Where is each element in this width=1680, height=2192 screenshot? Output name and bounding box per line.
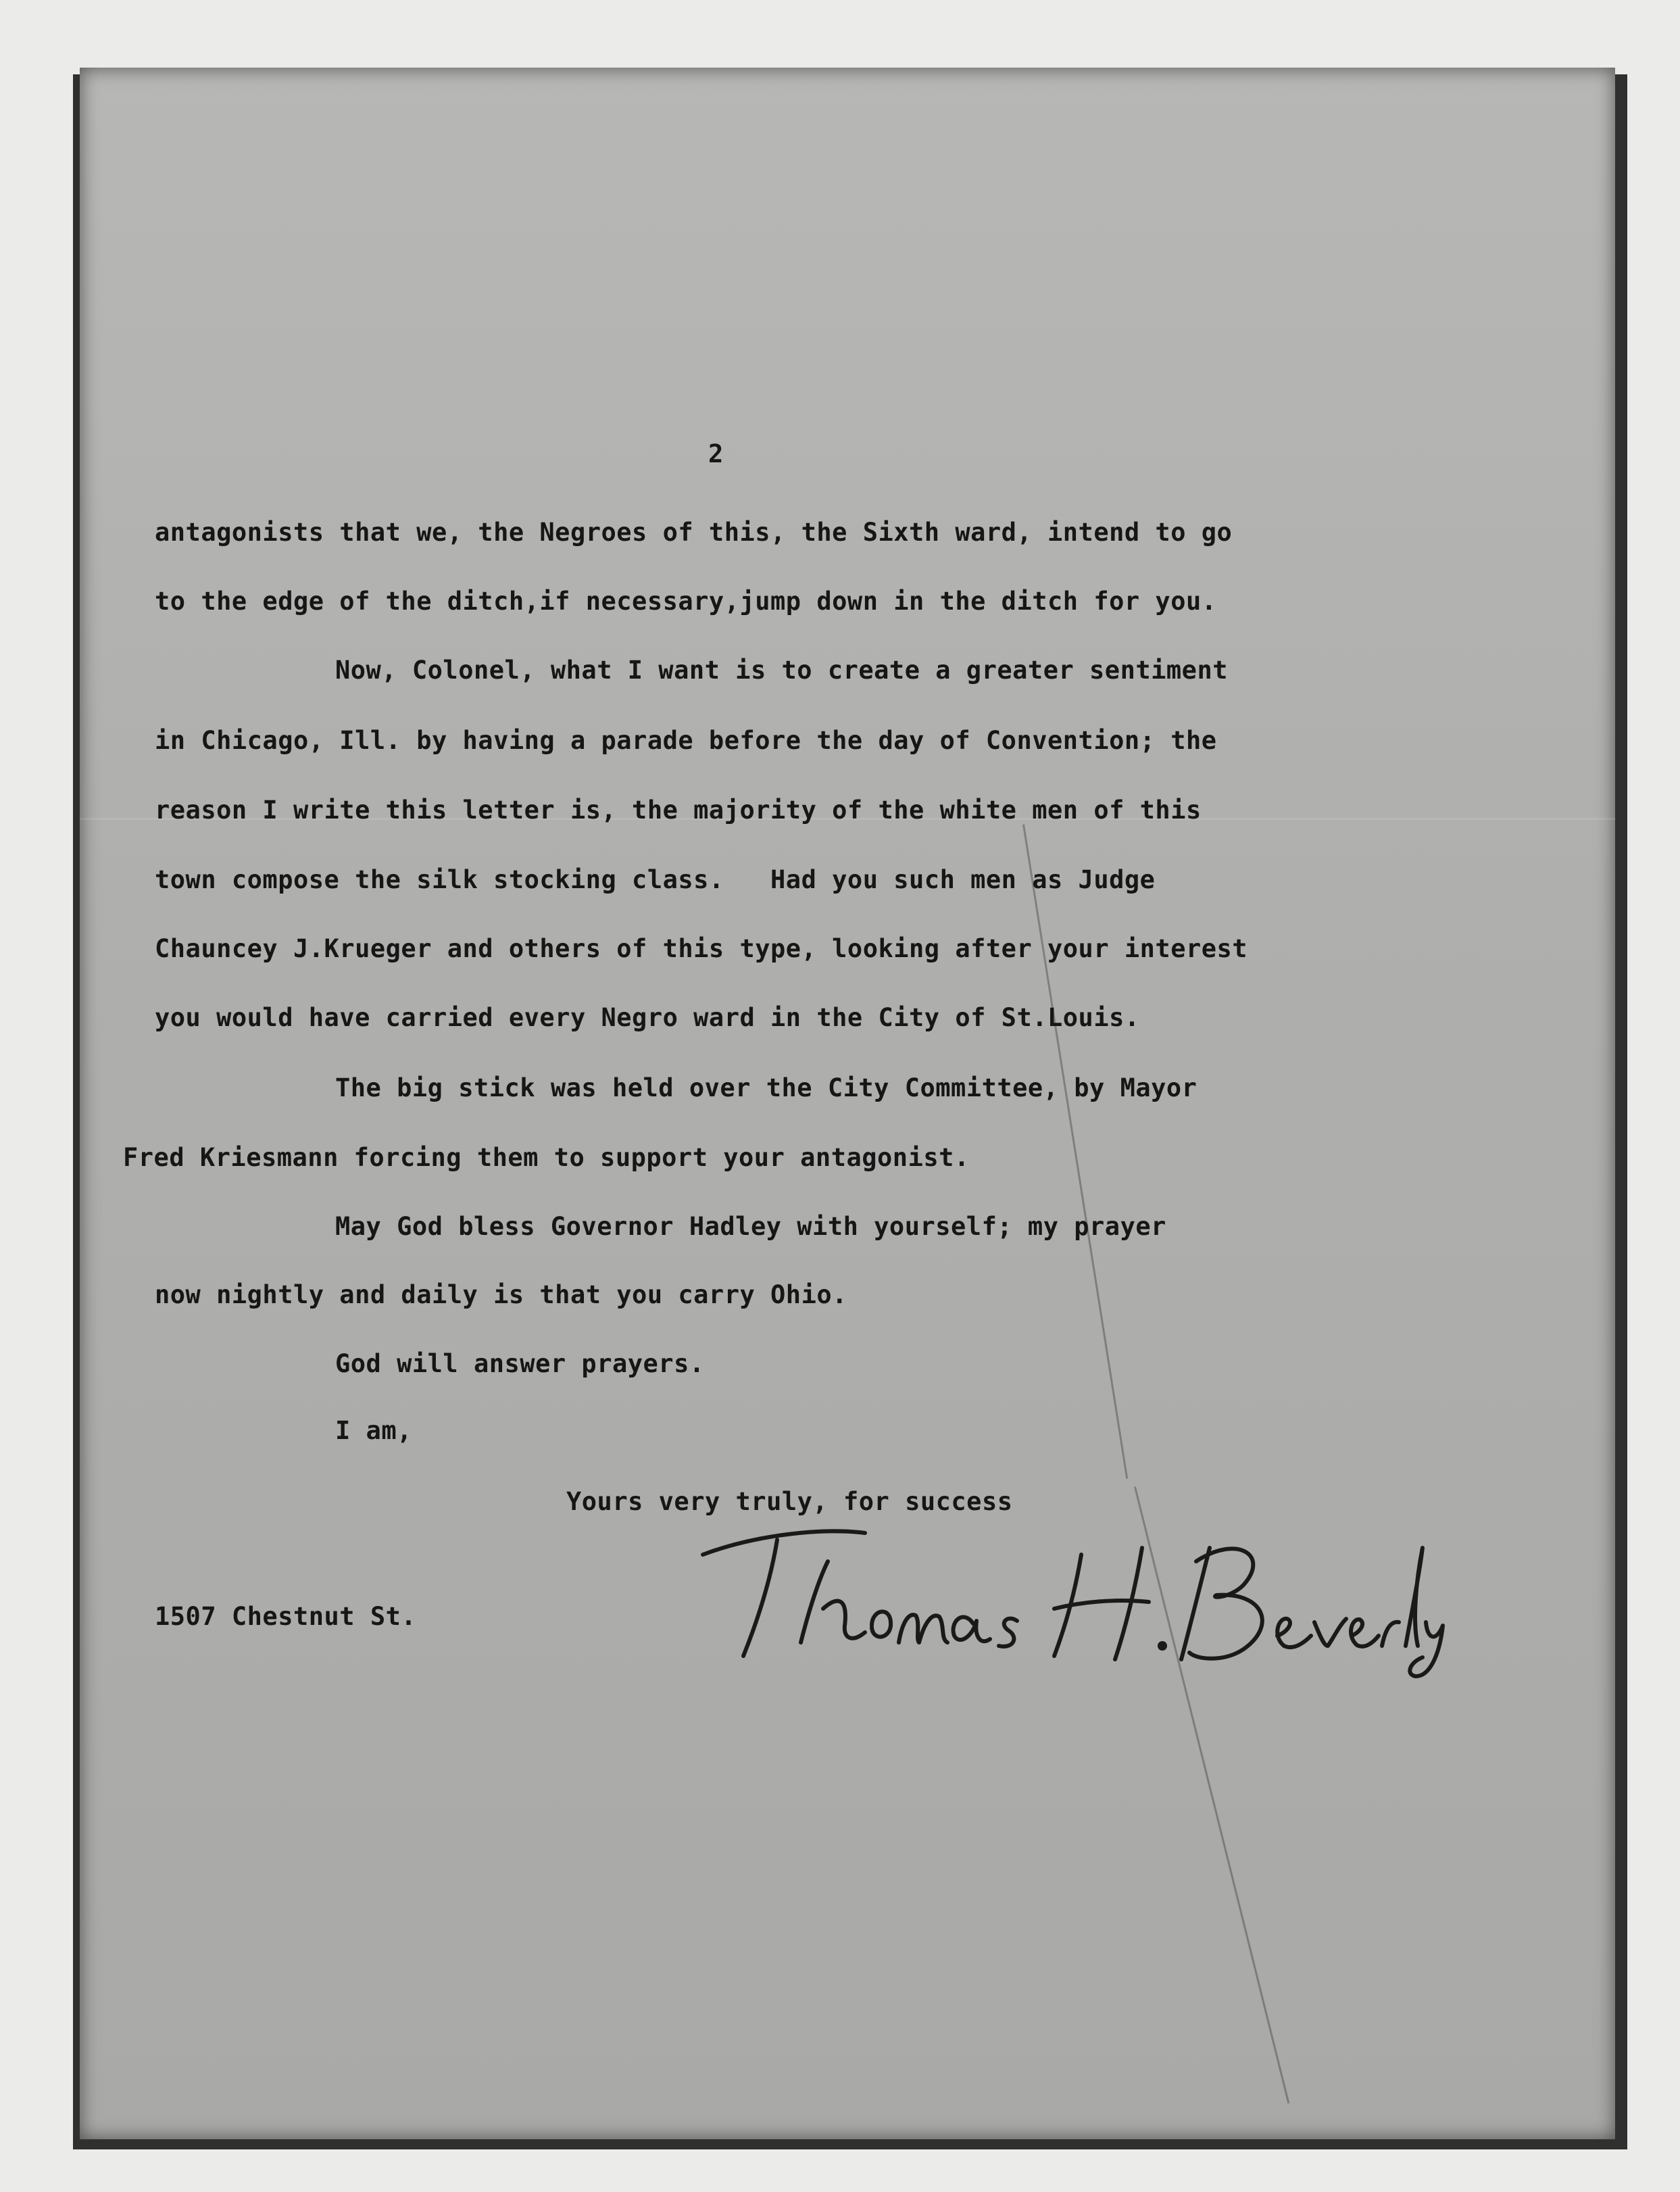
letter-line: in Chicago, Ill. by having a parade before the day of Convention; the [155,726,1217,755]
letter-line: God will answer prayers. [335,1349,705,1378]
letter-line: Now, Colonel, what I want is to create a greater sentiment [335,656,1229,685]
letter-line: The big stick was held over the City Committee, by Mayor [335,1073,1197,1102]
letter-page [80,68,1615,2139]
page-number: 2 [708,439,724,468]
letter-line: town compose the silk stocking class. Had you such men as Judge [155,865,1156,894]
letter-line: antagonists that we, the Negroes of this, the Sixth ward, intend to go [155,518,1233,547]
letter-line: now nightly and daily is that you carry Ohio. [155,1280,847,1309]
letter-line: you would have carried every Negro ward in the City of St.Louis. [155,1003,1140,1032]
paper-crease [1022,825,1128,1479]
letter-line: reason I write this letter is, the majority of the white men of this [155,796,1202,825]
handwritten-signature [676,1507,1453,1683]
letter-line: Chauncey J.Krueger and others of this type, looking after your interest [155,934,1248,963]
letter-line: to the edge of the ditch,if necessary,jump down in the ditch for you. [155,587,1217,616]
letter-line: May God bless Governor Hadley with yourself; my prayer [335,1212,1166,1241]
letter-closing: Yours very truly, for success [566,1487,1013,1516]
letter-line: I am, [335,1416,412,1445]
sender-address: 1507 Chestnut St. [155,1602,417,1631]
letter-line: Fred Kriesmann forcing them to support your antagonist. [123,1143,970,1172]
